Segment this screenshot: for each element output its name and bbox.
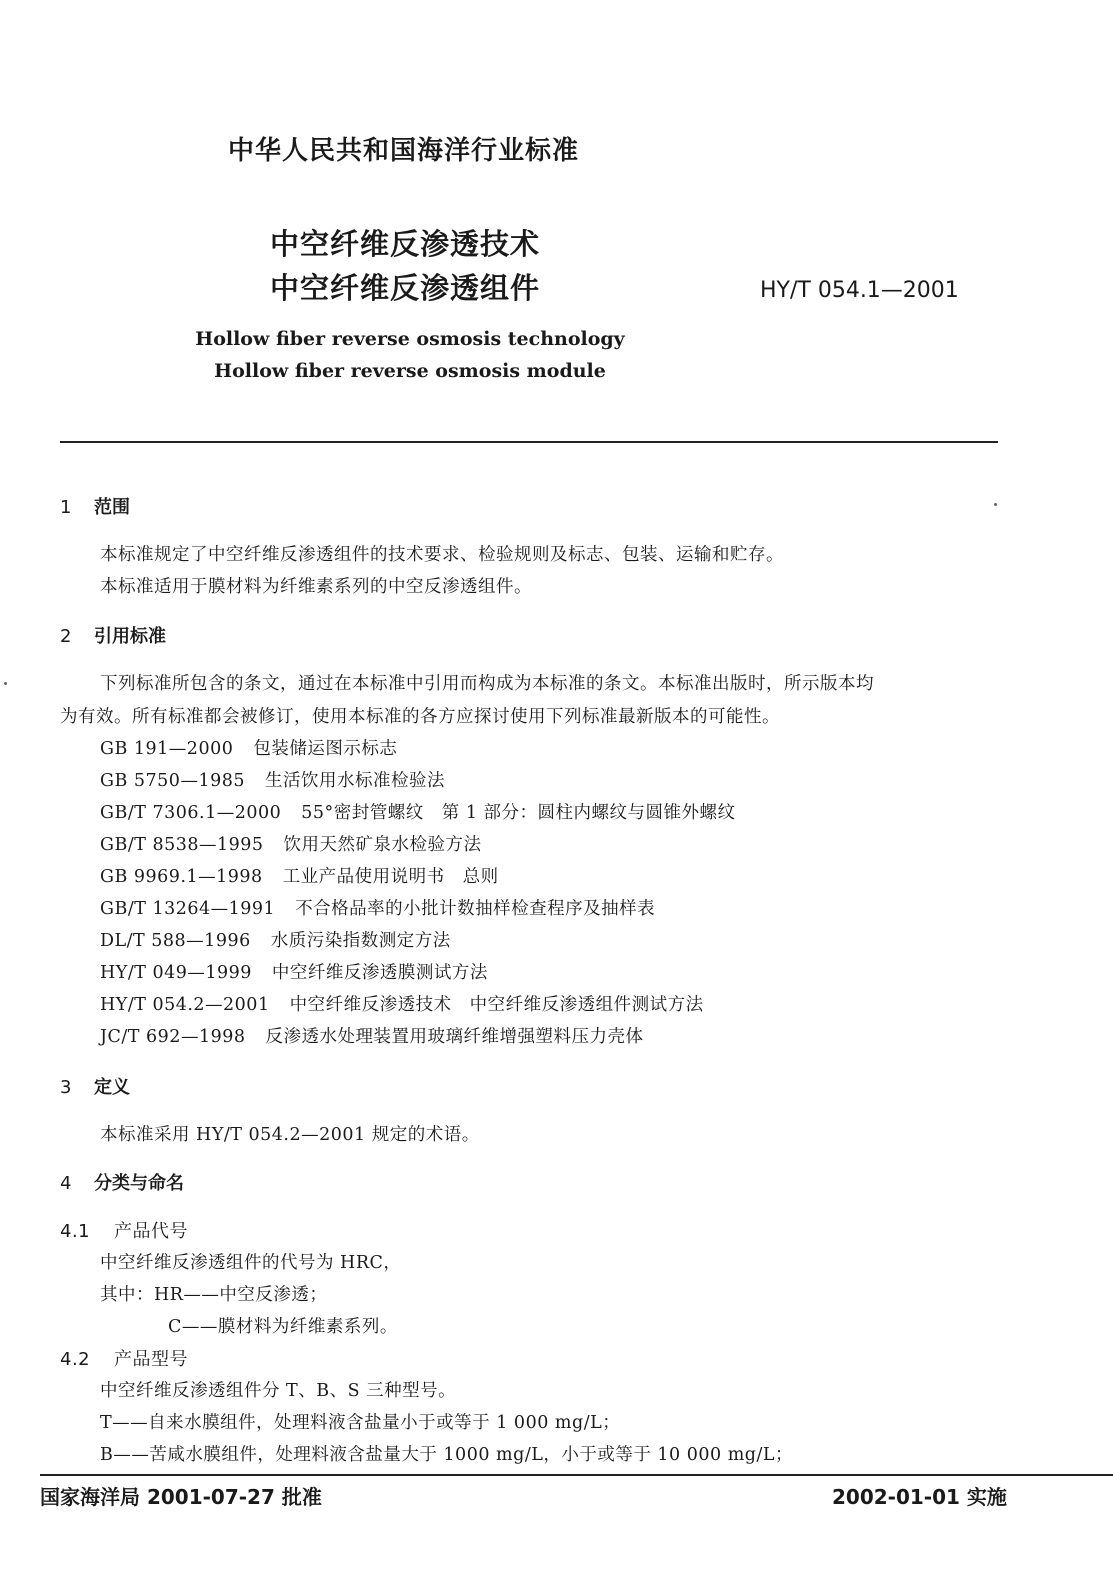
reference-code: GB/T 13264—1991 bbox=[100, 899, 276, 919]
reference-title: 工业产品使用说明书 总则 bbox=[282, 867, 499, 887]
section-2-intro-line1: 下列标准所包含的条文，通过在本标准中引用而构成为本标准的条文。本标准出版时，所示版本均 bbox=[100, 674, 874, 694]
implementation-date: 2002-01-01 实施 bbox=[832, 1485, 1007, 1509]
reference-title: 不合格品率的小批计数抽样检查程序及抽样表 bbox=[295, 899, 656, 919]
section-4-number: 4 bbox=[60, 1173, 72, 1194]
subsection-4-2-line2: T——自来水膜组件，处理料液含盐量小于或等于 1 000 mg/L； bbox=[100, 1413, 621, 1433]
section-2-title: 引用标准 bbox=[94, 626, 166, 647]
reference-title: 中空纤维反渗透技术 中空纤维反渗透组件测试方法 bbox=[289, 995, 704, 1015]
subsection-4-1-number: 4.1 bbox=[60, 1221, 91, 1242]
reference-code: GB 191—2000 bbox=[100, 739, 234, 759]
reference-title: 55°密封管螺纹 第 1 部分：圆柱内螺纹与圆锥外螺纹 bbox=[301, 803, 736, 823]
reference-item bbox=[100, 767, 445, 792]
title-en-line1: Hollow fiber reverse osmosis technology bbox=[195, 328, 625, 350]
reference-item bbox=[100, 863, 499, 888]
subsection-4-2-title: 产品型号 bbox=[114, 1349, 188, 1370]
section-3-number: 3 bbox=[60, 1077, 72, 1098]
subsection-4-1-heading bbox=[60, 1217, 188, 1243]
reference-code: HY/T 049—1999 bbox=[100, 963, 252, 983]
scan-speck bbox=[4, 682, 7, 685]
subsection-4-2-line3: B——苦咸水膜组件，处理料液含盐量大于 1000 mg/L，小于或等于 10 000 mg/L； bbox=[100, 1445, 794, 1465]
reference-code: DL/T 588—1996 bbox=[100, 931, 251, 951]
reference-title: 中空纤维反渗透膜测试方法 bbox=[271, 963, 488, 983]
subsection-4-1-line1: 中空纤维反渗透组件的代号为 HRC， bbox=[100, 1253, 402, 1273]
subsection-4-1-line3: C——膜材料为纤维素系列。 bbox=[168, 1317, 398, 1337]
section-1-para-1: 本标准规定了中空纤维反渗透组件的技术要求、检验规则及标志、包装、运输和贮存。 bbox=[100, 545, 784, 565]
reference-item bbox=[100, 991, 704, 1016]
section-1-number: 1 bbox=[60, 497, 72, 518]
reference-code: GB 5750—1985 bbox=[100, 771, 245, 791]
reference-item bbox=[100, 799, 736, 824]
reference-code: JC/T 692—1998 bbox=[100, 1027, 246, 1047]
title-en-line2: Hollow fiber reverse osmosis module bbox=[214, 360, 606, 382]
reference-code: HY/T 054.2—2001 bbox=[100, 995, 270, 1015]
reference-item bbox=[100, 959, 488, 984]
scan-speck bbox=[994, 503, 997, 506]
footer-divider bbox=[40, 1474, 1113, 1476]
reference-title: 饮用天然矿泉水检验方法 bbox=[283, 835, 482, 855]
section-3-title: 定义 bbox=[94, 1077, 130, 1098]
reference-title: 生活饮用水标准检验法 bbox=[264, 771, 445, 791]
reference-code: GB 9969.1—1998 bbox=[100, 867, 263, 887]
approval-date: 国家海洋局 2001-07-27 批准 bbox=[40, 1485, 322, 1509]
title-cn-line1: 中空纤维反渗透技术 bbox=[270, 227, 541, 261]
header-divider bbox=[60, 441, 998, 443]
section-4-title: 分类与命名 bbox=[94, 1173, 184, 1194]
section-2-number: 2 bbox=[60, 626, 72, 647]
reference-item bbox=[100, 735, 397, 760]
reference-item bbox=[100, 1023, 643, 1048]
reference-title: 水质污染指数测定方法 bbox=[270, 931, 451, 951]
subsection-4-1-title: 产品代号 bbox=[114, 1221, 188, 1242]
reference-item bbox=[100, 927, 451, 952]
section-2-intro-line2: 为有效。所有标准都会被修订，使用本标准的各方应探讨使用下列标准最新版本的可能性。 bbox=[60, 707, 780, 727]
subsection-4-1-line2: 其中：HR——中空反渗透； bbox=[100, 1285, 328, 1305]
title-cn-line2: 中空纤维反渗透组件 bbox=[270, 271, 541, 305]
standard-category: 中华人民共和国海洋行业标准 bbox=[228, 136, 580, 166]
subsection-4-2-line1: 中空纤维反渗透组件分 T、B、S 三种型号。 bbox=[100, 1381, 457, 1401]
section-3-para: 本标准采用 HY/T 054.2—2001 规定的术语。 bbox=[100, 1125, 480, 1145]
reference-title: 包装储运图示标志 bbox=[253, 739, 398, 759]
reference-title: 反渗透水处理装置用玻璃纤维增强塑料压力壳体 bbox=[265, 1027, 644, 1047]
section-3-heading bbox=[60, 1073, 130, 1099]
subsection-4-2-heading bbox=[60, 1345, 188, 1371]
section-1-para-2: 本标准适用于膜材料为纤维素系列的中空反渗透组件。 bbox=[100, 577, 532, 597]
section-1-heading bbox=[60, 493, 130, 519]
reference-item bbox=[100, 895, 655, 920]
reference-code: GB/T 8538—1995 bbox=[100, 835, 264, 855]
subsection-4-2-number: 4.2 bbox=[60, 1349, 91, 1370]
section-2-heading bbox=[60, 622, 166, 648]
reference-item bbox=[100, 831, 482, 856]
reference-code: GB/T 7306.1—2000 bbox=[100, 803, 282, 823]
section-1-title: 范围 bbox=[94, 497, 130, 518]
section-4-heading bbox=[60, 1169, 184, 1195]
standard-number: HY/T 054.1—2001 bbox=[760, 278, 959, 303]
